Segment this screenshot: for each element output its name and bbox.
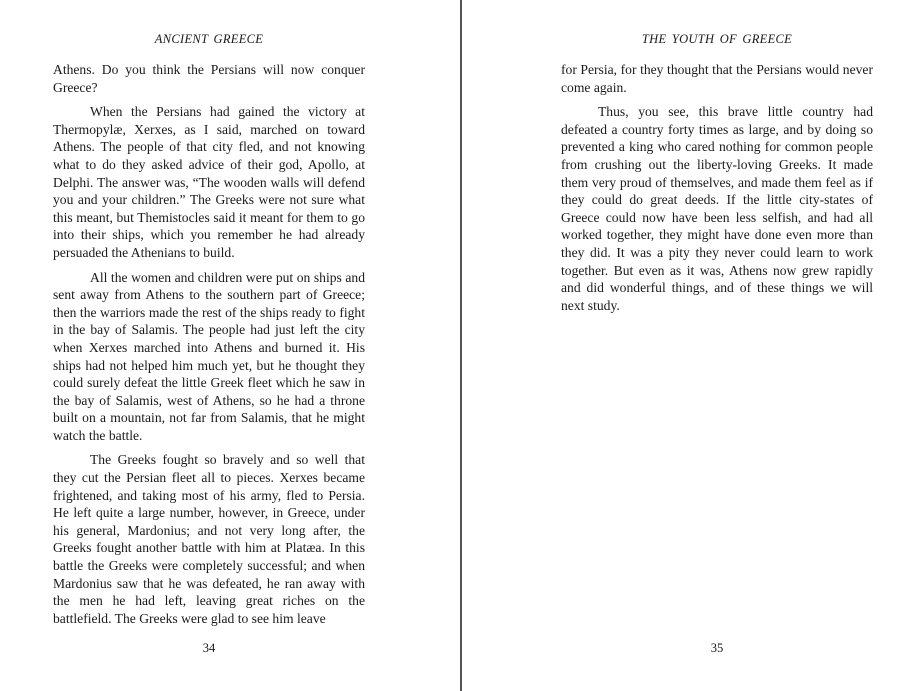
running-head-right: THE YOUTH OF GREECE bbox=[641, 32, 793, 46]
paragraph: Athens. Do you think the Persians will now conquer Greece? bbox=[53, 62, 365, 95]
right-page bbox=[561, 0, 873, 691]
right-page-body bbox=[561, 61, 873, 321]
paragraph: for Persia, for they thought that the Persians would never come again. bbox=[561, 62, 873, 95]
left-page bbox=[53, 0, 365, 691]
running-head-left: ANCIENT GREECE bbox=[154, 32, 264, 46]
paragraph: The Greeks fought so bravely and so well that they cut the Persian fleet all to pieces. Xerxes became frightened, and taking most of his army, fled to Persia. He left quite a large number, however, in Greece, under his general, Mardonius; and not very long after, the Greeks fought another battle with him at Platæa. In this battle the Greeks were completely successful; and when Mardonius saw that he was defeated, he ran away with the men he had left, leaving great riches on the battlefield. The Greeks were glad to see him leave bbox=[53, 452, 365, 626]
left-page-body bbox=[53, 61, 365, 634]
page-number-right: 35 bbox=[710, 641, 724, 655]
page-number-left: 34 bbox=[202, 641, 216, 655]
paragraph: When the Persians had gained the victory at Thermopylæ, Xerxes, as I said, marched on toward Athens. The people of that city fled, and not knowing what to do they asked advice of their god, Apollo, at Delphi. The answer was, “The wooden walls will defend you and your children.” The Greeks were not sure what this meant, but Themistocles said it meant for them to go into their ships, which you remember he had already persuaded the Athenians to build. bbox=[53, 104, 365, 260]
paragraph: Thus, you see, this brave little country had defeated a country forty times as large, and by doing so prevented a king who cared nothing for common people from crushing out the liberty-loving Greeks. It made them very proud of themselves, and made them feel as if they could do great deeds. If the little city-states of Greece could now have been less selfish, and had all worked together, they might have done even more than they did. It was a pity they never could learn to work together. But even as it was, Athens now grew rapidly and did wonderful things, and of these things we will next study. bbox=[561, 104, 873, 313]
page-gutter-divider bbox=[460, 0, 462, 691]
paragraph: All the women and children were put on ships and sent away from Athens to the southern part of Greece; then the warriors made the rest of the ships ready to fight in the bay of Salamis. The people had just left the city when Xerxes marched into Athens and burned it. His ships had not helped him much yet, but he thought they could surely defeat the little Greek fleet which he saw in the bay of Salamis, west of Athens, so he had a throne built on a mountain, not far from Salamis, that he might watch the battle. bbox=[53, 269, 365, 443]
